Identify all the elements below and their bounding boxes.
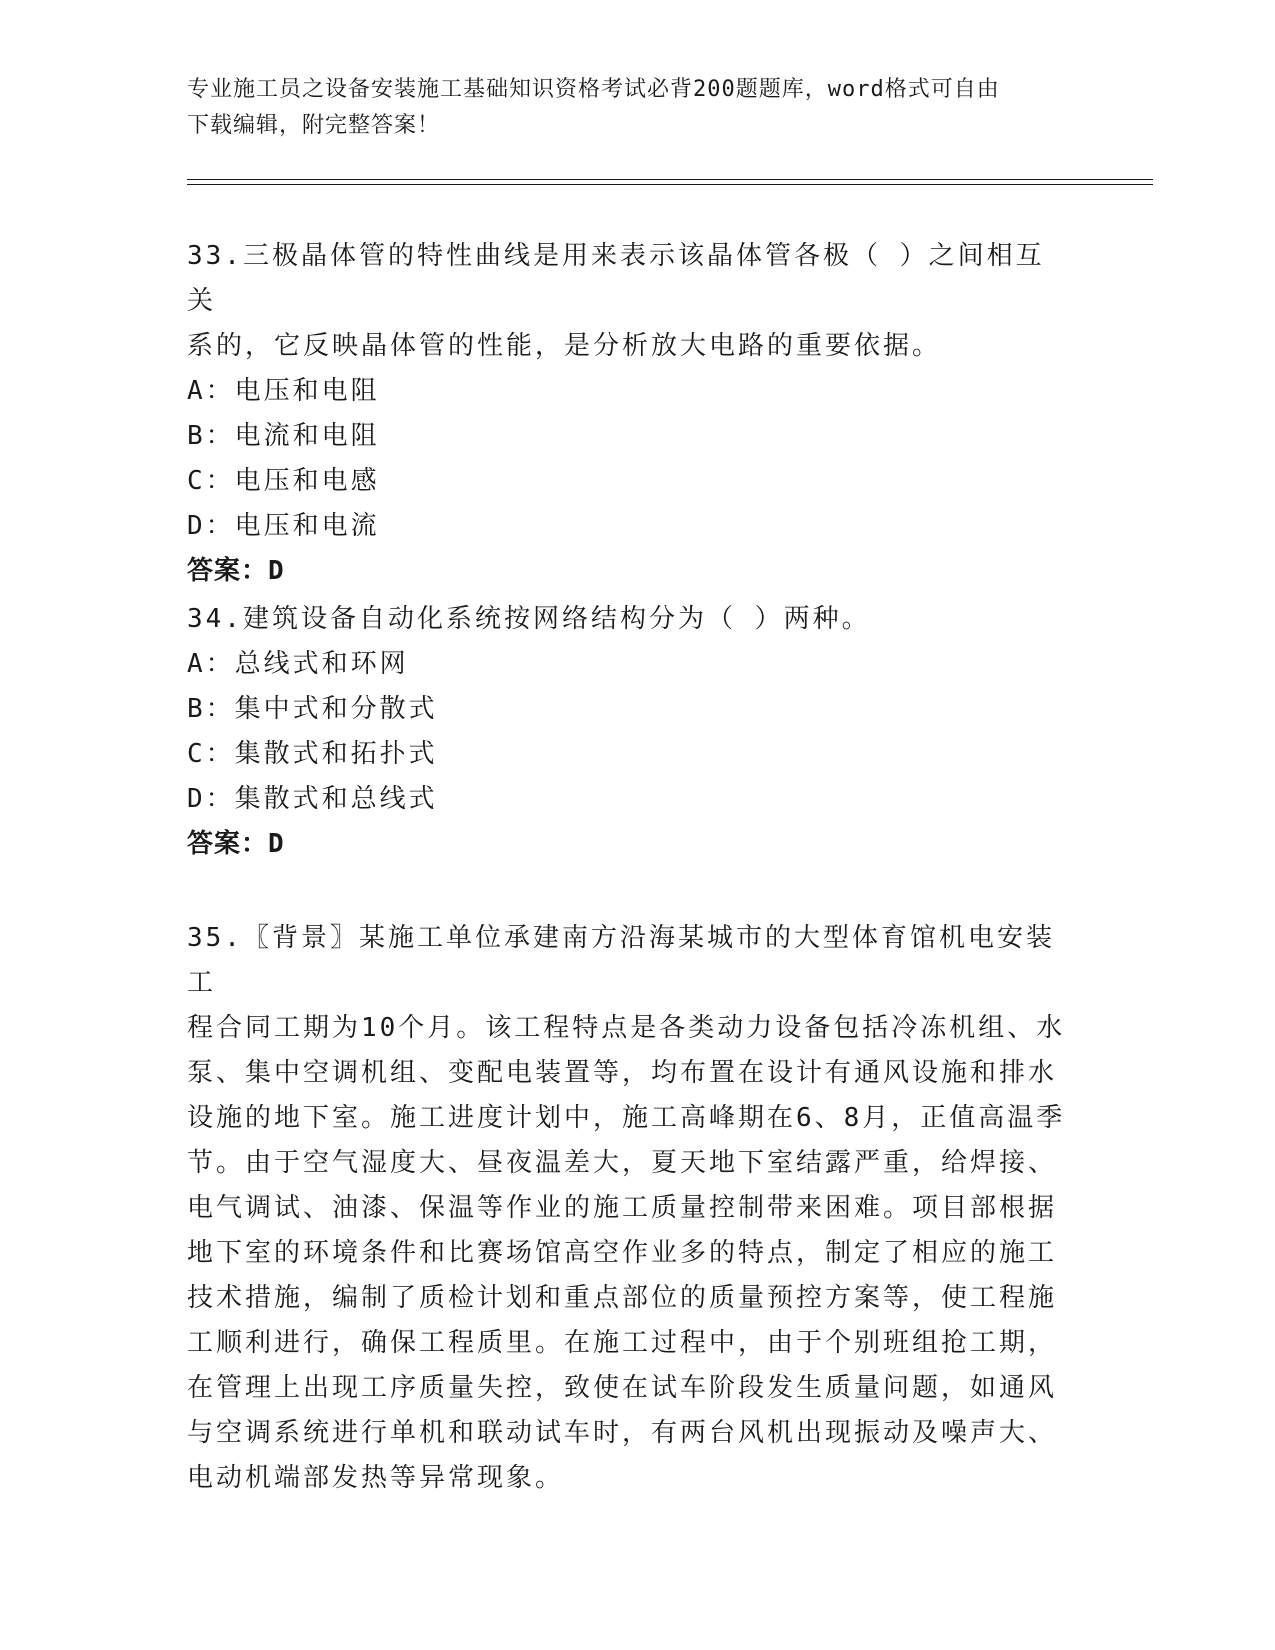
question-text-line: 泵、集中空调机组、变配电装置等，均布置在设计有通风设施和排水 <box>187 1058 1058 1088</box>
header-divider-bottom <box>187 184 1153 185</box>
answer-line: 答案：D <box>187 829 285 859</box>
question-33 <box>187 234 1067 594</box>
question-text-line: 技术措施，编制了质检计划和重点部位的质量预控方案等，使工程施 <box>187 1283 1058 1313</box>
question-text-line: 节。由于空气湿度大、昼夜温差大，夏天地下室结露严重，给焊接、 <box>187 1148 1058 1178</box>
question-stem-line: 系的，它反映晶体管的性能，是分析放大电路的重要依据。 <box>187 331 942 361</box>
header-line-2: 下载编辑，附完整答案！ <box>187 113 441 138</box>
question-stem-line: 34.建筑设备自动化系统按网络结构分为（ ）两种。 <box>187 604 871 634</box>
question-35 <box>187 916 1067 1501</box>
question-text-line: 在管理上出现工序质量失控，致使在试车阶段发生质量问题，如通风 <box>187 1373 1058 1403</box>
option-a: A：电压和电阻 <box>187 376 380 406</box>
question-text-line: 工顺利进行，确保工程质里。在施工过程中，由于个别班组抢工期， <box>187 1328 1058 1358</box>
option-c: C：集散式和拓扑式 <box>187 739 438 769</box>
option-a: A：总线式和环网 <box>187 649 409 679</box>
header-divider-top <box>187 179 1153 180</box>
question-text-line: 电动机端部发热等异常现象。 <box>187 1463 565 1493</box>
question-text-line: 35.〖背景〗某施工单位承建南方沿海某城市的大型体育馆机电安装工 <box>187 923 1055 998</box>
option-d: D：集散式和总线式 <box>187 784 438 814</box>
header-line-1: 专业施工员之设备安装施工基础知识资格考试必背200题题库，word格式可自由 <box>187 77 1000 102</box>
question-text-line: 与空调系统进行单机和联动试车时，有两台风机出现振动及噪声大、 <box>187 1418 1058 1448</box>
answer-line: 答案：D <box>187 556 285 586</box>
question-text-line: 程合同工期为10个月。该工程特点是各类动力设备包括冷冻机组、水 <box>187 1013 1066 1043</box>
question-text-line: 地下室的环境条件和比赛场馆高空作业多的特点，制定了相应的施工 <box>187 1238 1058 1268</box>
option-d: D：电压和电流 <box>187 511 380 541</box>
question-text-line: 电气调试、油漆、保温等作业的施工质量控制带来困难。项目部根据 <box>187 1193 1058 1223</box>
option-b: B：电流和电阻 <box>187 421 380 451</box>
question-stem-line: 33.三极晶体管的特性曲线是用来表示该晶体管各极（ ）之间相互关 <box>187 241 1045 316</box>
option-c: C：电压和电感 <box>187 466 380 496</box>
document-header <box>187 72 1067 144</box>
question-34 <box>187 597 1067 867</box>
question-text-line: 设施的地下室。施工进度计划中，施工高峰期在6、8月，正值高温季 <box>187 1103 1066 1133</box>
option-b: B：集中式和分散式 <box>187 694 438 724</box>
